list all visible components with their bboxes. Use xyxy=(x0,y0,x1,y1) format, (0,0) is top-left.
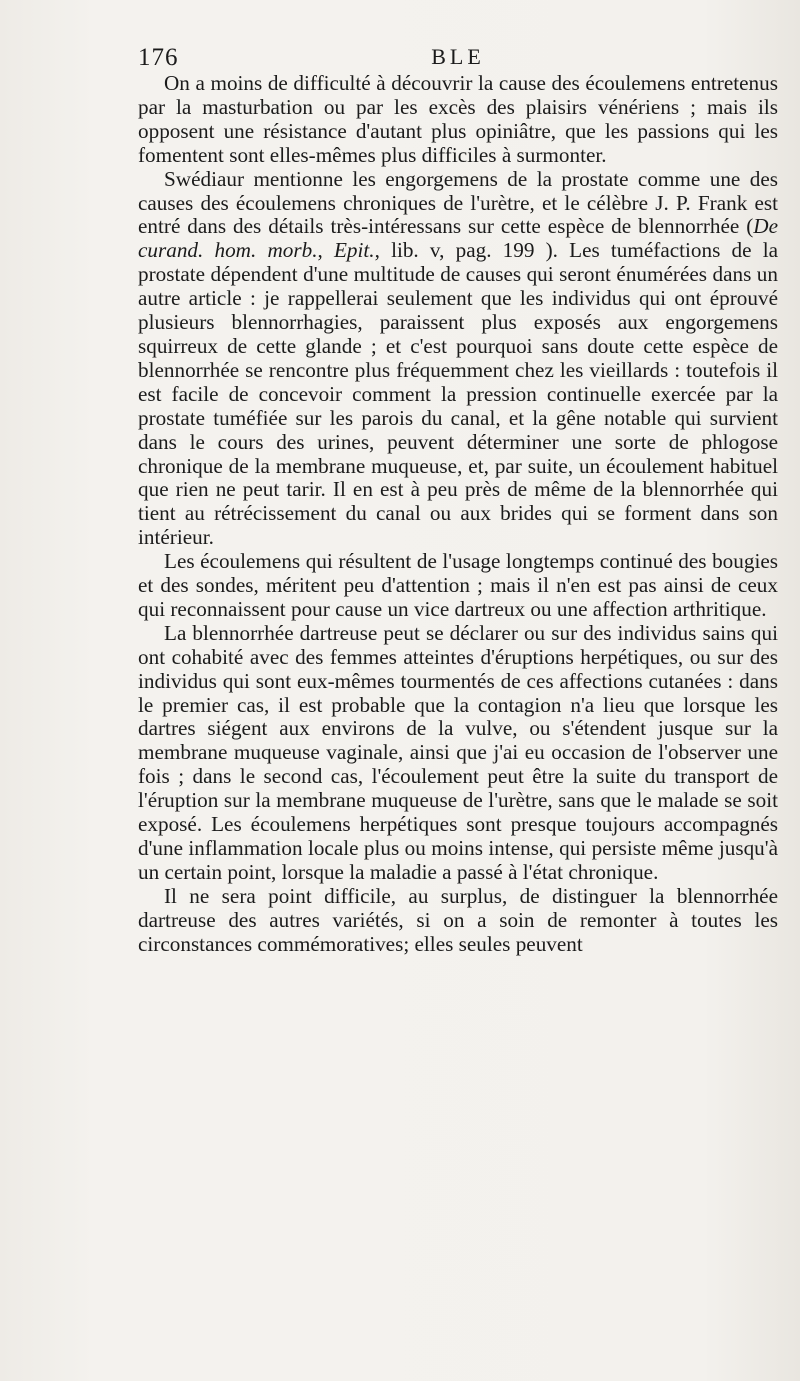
paragraph-2-start: Swédiaur mentionne les engorgemens de la prostate comme une des causes des écoulemens chroniques de l'urètre, et le célèbre J. P. Frank est entré dans des détails très-intéressans sur cette espèce de blennorrhée ( xyxy=(138,166,778,239)
paragraph-1: On a moins de difficulté à découvrir la cause des écoulemens entretenus par la masturbation ou par les excès des plaisirs vénériens ; mais ils opposent une résistance d'autant plus opiniâtre, que les passions qui les fomentent sont elles-mêmes plus difficiles à surmonter. xyxy=(138,71,778,167)
running-head: BLE xyxy=(431,44,485,69)
citation-reference: , lib. v, pag. 199 ). xyxy=(374,238,570,263)
paragraph-5: Il ne sera point difficile, au surplus, de distinguer la blennorrhée dartreuse des autres variétés, si on a soin de remonter à toutes les circonstances commémoratives; elles seules peuvent xyxy=(138,883,778,956)
paragraph-3: Les écoulemens qui résultent de l'usage longtemps continué des bougies et des sondes, méritent peu d'attention ; mais il n'en est pas ainsi de ceux qui reconnaissent pour cause un vice dartreux ou une affection arthritique. xyxy=(138,549,778,621)
body-text xyxy=(138,72,778,957)
citation-separator: , xyxy=(317,238,334,263)
citation-title: De curand. hom. morb. xyxy=(138,214,778,263)
page-number: 176 xyxy=(138,44,179,71)
paragraph-2 xyxy=(138,168,778,551)
page-header xyxy=(138,44,778,74)
paragraph-4: La blennorrhée dartreuse peut se déclarer ou sur des individus sains qui ont cohabité avec des femmes atteintes d'éruptions herpétiques, ou sur des individus qui sont eux-mêmes tourmentés de ces affections cutanées : dans le premier cas, il est probable que la contagion n'a lieu que lorsque les dartres siégent aux environs de la vulve, ou s'étendent jusque sur la membrane muqueuse vaginale, ainsi que j'ai eu occasion de l'observer une fois ; dans le second cas, l'écoulement peut être la suite du transport de l'éruption sur la membrane muqueuse de l'urètre, sans que le malade se soit exposé. Les écoulemens herpétiques sont presque toujours accompagnés d'une inflammation locale plus ou moins intense, qui persiste même jusqu'à un certain point, lorsque la maladie a passé à l'état chronique. xyxy=(138,620,778,884)
citation-epit: Epit. xyxy=(333,238,375,263)
paragraph-2-rest: Les tuméfactions de la prostate dépendent d'une multitude de causes qui seront énumérées dans un autre article : je rappellerai seulement que les individus qui ont éprouvé plusieurs blennorrhagies, paraissent plus exposés aux engorgemens squirreux de cette glande ; et c'est pourquoi sans doute cette espèce de blennorrhée se rencontre plus fréquemment chez les vieillards : toutefois il est facile de concevoir comment la pression continuelle exercée par la prostate tuméfiée sur les parois du canal, et la gêne notable qui survient dans le cours des urines, peuvent déterminer une sorte de phlogose chronique de la membrane muqueuse, et, par suite, un écoulement habituel que rien ne peut tarir. Il en est à peu près de même de la blennorrhée qui tient au rétrécissement du canal ou aux brides qui se forment dans son intérieur. xyxy=(138,238,779,550)
